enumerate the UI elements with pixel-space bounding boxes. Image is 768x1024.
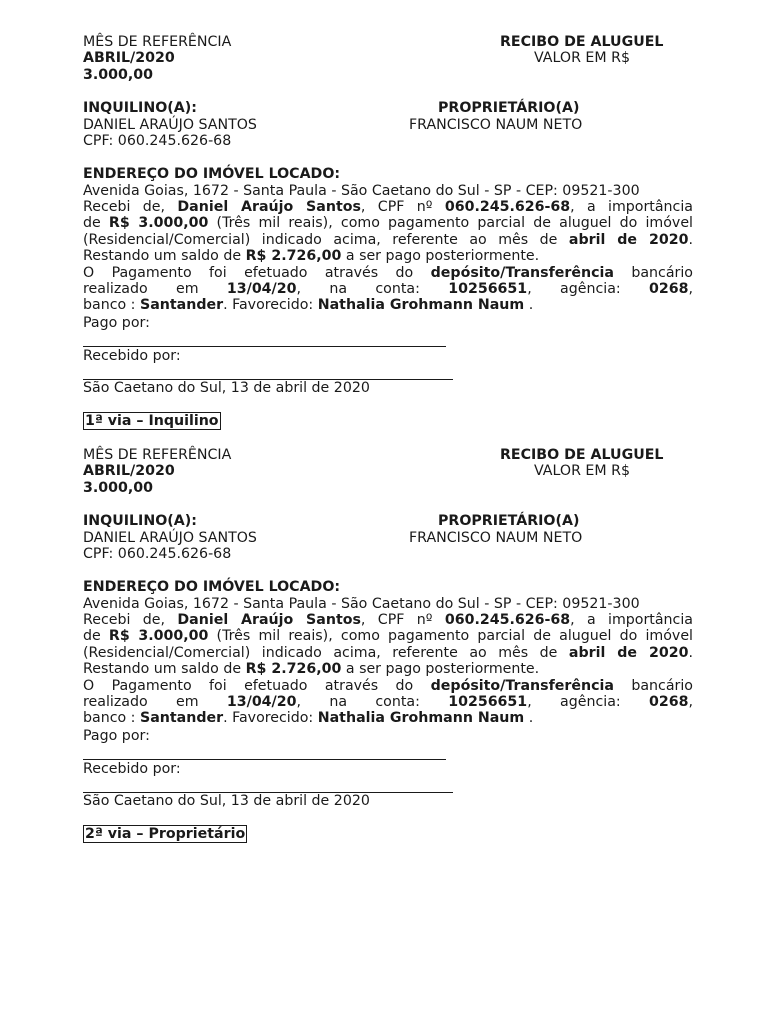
receipt-body-text: Recebi de, Daniel Araújo Santos, CPF nº 060.245.626-68, a importância de R$ 3.000,00 (Três mil reais), como pagamento parcial de aluguel do imóvel (Residencial/Comercial) indicado acima, referente ao mês de abril de 2020. Restando um saldo de R$ 2.726,00 a ser pago posteriormente. O Pagamento foi efetuado através do depósito/Transferência bancário realizado em 13/04/20, na conta: 10256651, agência: 0268, banco : Santander. Favorecido: Nathalia Grohmann Naum .: [83, 612, 694, 727]
receipt-title: RECIBO DE ALUGUEL: [500, 447, 664, 463]
address-label: ENDEREÇO DO IMÓVEL LOCADO:: [83, 166, 341, 182]
amount-value: 3.000,00: [83, 67, 154, 83]
address-label: ENDEREÇO DO IMÓVEL LOCADO:: [83, 579, 341, 595]
copy-label-tenant: 1ª via – Inquilino: [85, 413, 219, 429]
place-and-date: São Caetano do Sul, 13 de abril de 2020: [83, 380, 370, 396]
reference-month-value: ABRIL/2020: [83, 50, 175, 66]
owner-label: PROPRIETÁRIO(A): [438, 100, 580, 116]
place-and-date: São Caetano do Sul, 13 de abril de 2020: [83, 793, 370, 809]
paid-by-signature-line: [83, 759, 446, 760]
reference-month-label: MÊS DE REFERÊNCIA: [83, 34, 232, 50]
reference-month-label: MÊS DE REFERÊNCIA: [83, 447, 232, 463]
receipt-copy-1: [83, 34, 693, 434]
received-by-label: Recebido por:: [83, 348, 181, 364]
tenant-label: INQUILINO(A):: [83, 100, 197, 116]
tenant-cpf: CPF: 060.245.626-68: [83, 546, 232, 562]
paid-by-signature-line: [83, 346, 446, 347]
receipt-body-text: Recebi de, Daniel Araújo Santos, CPF nº 060.245.626-68, a importância de R$ 3.000,00 (Três mil reais), como pagamento parcial de aluguel do imóvel (Residencial/Comercial) indicado acima, referente ao mês de abril de 2020. Restando um saldo de R$ 2.726,00 a ser pago posteriormente. O Pagamento foi efetuado através do depósito/Transferência bancário realizado em 13/04/20, na conta: 10256651, agência: 0268, banco : Santander. Favorecido: Nathalia Grohmann Naum .: [83, 199, 694, 314]
receipt-title: RECIBO DE ALUGUEL: [500, 34, 664, 50]
property-address: Avenida Goias, 1672 - Santa Paula - São Caetano do Sul - SP - CEP: 09521-300: [83, 596, 640, 612]
amount-value: 3.000,00: [83, 480, 154, 496]
property-address: Avenida Goias, 1672 - Santa Paula - São Caetano do Sul - SP - CEP: 09521-300: [83, 183, 640, 199]
amount-label: VALOR EM R$: [534, 463, 631, 479]
received-by-label: Recebido por:: [83, 761, 181, 777]
reference-month-value: ABRIL/2020: [83, 463, 175, 479]
owner-name: FRANCISCO NAUM NETO: [409, 117, 583, 133]
tenant-name: DANIEL ARAÚJO SANTOS: [83, 530, 257, 546]
owner-label: PROPRIETÁRIO(A): [438, 513, 580, 529]
receipt-copy-2: [83, 447, 693, 847]
amount-label: VALOR EM R$: [534, 50, 631, 66]
tenant-name: DANIEL ARAÚJO SANTOS: [83, 117, 257, 133]
paid-by-label: Pago por:: [83, 728, 150, 744]
tenant-label: INQUILINO(A):: [83, 513, 197, 529]
paid-by-label: Pago por:: [83, 315, 150, 331]
tenant-cpf: CPF: 060.245.626-68: [83, 133, 232, 149]
owner-name: FRANCISCO NAUM NETO: [409, 530, 583, 546]
copy-label-owner: 2ª via – Proprietário: [85, 826, 246, 842]
